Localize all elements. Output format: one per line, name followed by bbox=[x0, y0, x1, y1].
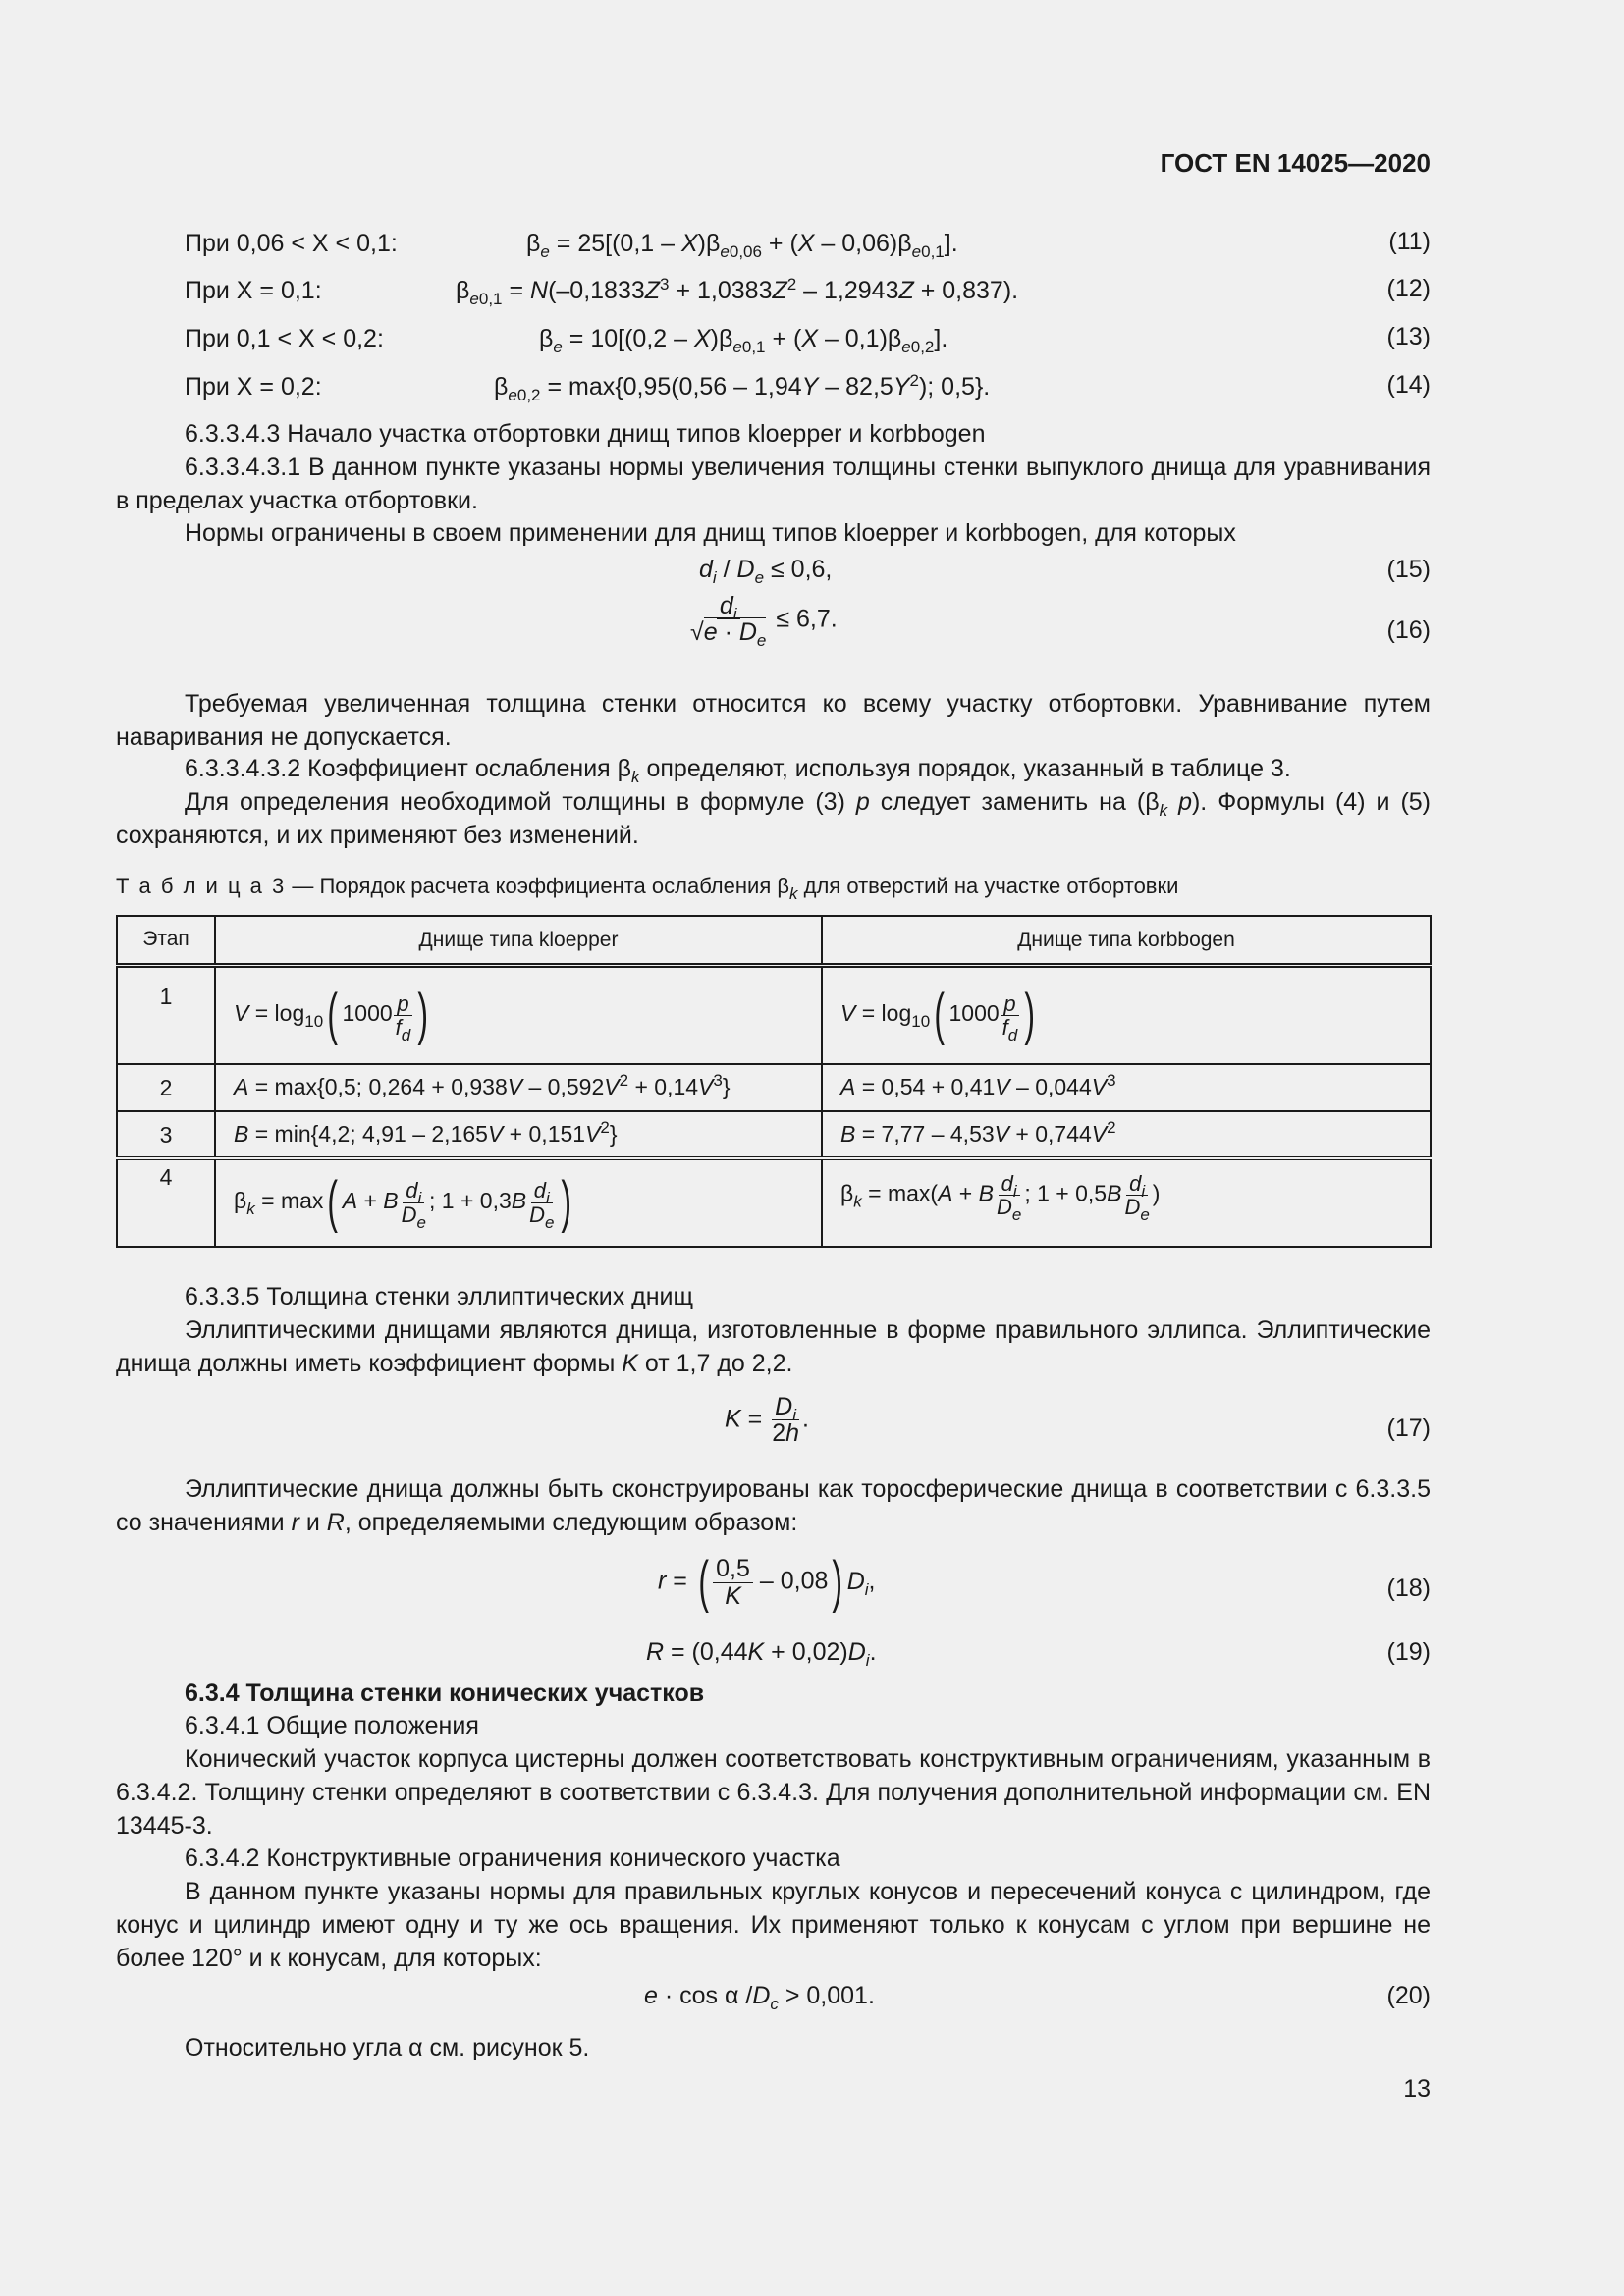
paragraph-angle: Относительно угла α см. рисунок 5. bbox=[185, 2034, 590, 2061]
step-cell: 1 bbox=[117, 966, 215, 1064]
eq20-number: (20) bbox=[1386, 1982, 1431, 2009]
eq16-number: (16) bbox=[1386, 616, 1431, 644]
heading-6335: 6.3.3.5 Толщина стенки эллиптических днищ bbox=[185, 1283, 694, 1310]
eq15-formula: $d_i / D_e \le 0,6$, bbox=[699, 556, 833, 587]
eq11-condition: При 0,06 < X < 0,1: bbox=[185, 230, 398, 257]
paragraph-formula3: Для определения необходимой толщины в формуле (3) p следует заменить на ($\beta_k$ p). Формулы (4) и (5) сохраняются, и их применяют без изменений. bbox=[116, 788, 1431, 849]
paragraph-torospheric: Эллиптические днища должны быть сконструированы как торосферические днища в соответствии с 6.3.3.5 со значениями r и R, определяемыми следующим образом: bbox=[116, 1475, 1431, 1536]
kloepper-step4: $\beta_k = \max$( A + B $\frac{d_i}{D_e}$ ; 1 + 0,3B $\frac{d_i}{D_e}$ ) bbox=[215, 1158, 822, 1247]
heading-634: 6.3.4 Толщина стенки конических участков bbox=[185, 1680, 705, 1707]
eq17-number: (17) bbox=[1386, 1415, 1431, 1442]
kloepper-step1: $V = \log_{10}$( 1000 $\frac{p}{f_d}$ ) bbox=[215, 966, 822, 1064]
paragraph-welding: Требуемая увеличенная толщина стенки относится ко всему участку отбортовки. Уравнивание путем наваривания не допускается. bbox=[116, 690, 1431, 751]
eq12-number: (12) bbox=[1386, 275, 1431, 302]
doc-code: ГОСТ EN 14025—2020 bbox=[1160, 148, 1431, 178]
eq13-number: (13) bbox=[1386, 323, 1431, 350]
table-row bbox=[117, 1064, 1431, 1111]
step-cell: 2 bbox=[117, 1064, 215, 1111]
korbbogen-step2: $A = 0,54 + 0,41V - 0,044V^3$ bbox=[822, 1064, 1431, 1111]
paragraph-limits: Нормы ограничены в своем применении для днищ типов kloepper и korbbogen, для которых bbox=[185, 519, 1236, 547]
kloepper-step2: A = max{0,5; $0,264 + 0,938V - 0,592V^2 + 0,14V^3$} bbox=[215, 1064, 822, 1111]
eq16-formula: $\frac{d_i}{√e \cdot D_e}$ ≤ 6,7. bbox=[690, 592, 838, 651]
table-row bbox=[117, 1111, 1431, 1158]
eq13-formula: $\beta_e = 10[(0,2 - X)\beta_{e0,1} + (X - 0,1)\beta_{e0,2}]$. bbox=[539, 325, 948, 356]
heading-6341: 6.3.4.1 Общие положения bbox=[185, 1712, 479, 1739]
eq12-condition: При X = 0,1: bbox=[185, 277, 322, 304]
paragraph-cones: В данном пункте указаны нормы для правильных круглых конусов и пересечений конуса с цилиндром, где конус и цилиндр имеют одну и ту же ось вращения. Их применяют только к конусам с углом при вершине не более 120° и к конусам, для которых: bbox=[116, 1878, 1431, 1972]
heading-6342: 6.3.4.2 Конструктивные ограничения конического участка bbox=[185, 1844, 840, 1872]
eq19-formula: $R = (0,44K + 0,02)D_i$. bbox=[646, 1638, 877, 1670]
paragraph-elliptic: Эллиптическими днищами являются днища, изготовленные в форме правильного эллипса. Эллиптические днища должны иметь коэффициент формы K от 1,7 до 2,2. bbox=[116, 1316, 1431, 1377]
eq19-number: (19) bbox=[1386, 1638, 1431, 1666]
korbbogen-step1: $V = \log_{10}$( 1000 $\frac{p}{f_d}$ ) bbox=[822, 966, 1431, 1064]
paragraph-63343: 6.3.3.4.3 Начало участка отбортовки днищ типов kloepper и korbbogen bbox=[185, 420, 986, 448]
kloepper-step3: B = min{4,2; $4,91 - 2,165V + 0,151V^2$} bbox=[215, 1111, 822, 1158]
eq14-formula: $\beta_{e0,2} = \max\{0,95(0,56 - 1,94Y - 82,5Y^2)$; 0,5}. bbox=[494, 371, 991, 404]
header-korbbogen: Днище типа korbbogen bbox=[822, 916, 1431, 966]
table-caption: Т а б л и ц а 3 — Порядок расчета коэффициента ослабления $\beta_k$ для отверстий на участке отбортовки bbox=[116, 874, 1179, 903]
korbbogen-step4: $\beta_k = \max(A + B$ $\frac{d_i}{D_e}$ ; 1 + 0,5B $\frac{d_i}{D_e}$ ) bbox=[822, 1158, 1431, 1247]
eq15-number: (15) bbox=[1386, 556, 1431, 583]
table-caption-prefix: Т а б л и ц а 3 bbox=[116, 874, 287, 898]
header-stage: Этап bbox=[117, 916, 215, 966]
eq18-number: (18) bbox=[1386, 1575, 1431, 1602]
eq14-number: (14) bbox=[1386, 371, 1431, 399]
paragraph-conical: Конический участок корпуса цистерны должен соответствовать конструктивным ограничениям, указанным в 6.3.4.2. Толщину стенки определяют в соответствии с 6.3.4.3. Для получения дополнительной информации см. EN 13445-3. bbox=[116, 1745, 1431, 1840]
korbbogen-step3: $B = 7,77 - 4,53V + 0,744V^2$ bbox=[822, 1111, 1431, 1158]
paragraph-633432: 6.3.3.4.3.2 Коэффициент ослабления $\beta_k$ определяют, используя порядок, указанный в таблице 3. bbox=[185, 755, 1291, 786]
table-row bbox=[117, 966, 1431, 1064]
eq20-formula: e · cos α $/D_c > 0,001$. bbox=[644, 1982, 875, 2013]
eq14-condition: При X = 0,2: bbox=[185, 373, 322, 400]
table-3 bbox=[116, 915, 1432, 1248]
eq12-formula: $\beta_{e0,1} = N(-0,1833Z^3 + 1,0383Z^2 - 1,2943Z + 0,837)$. bbox=[456, 275, 1019, 308]
table-header-row bbox=[117, 916, 1431, 966]
step-cell: 4 bbox=[117, 1158, 215, 1247]
step-cell: 3 bbox=[117, 1111, 215, 1158]
eq11-number: (11) bbox=[1388, 228, 1431, 255]
paragraph-633431: 6.3.3.4.3.1 В данном пункте указаны нормы увеличения толщины стенки выпуклого днища для уравнивания в пределах участка отбортовки. bbox=[116, 454, 1431, 514]
table-row bbox=[117, 1158, 1431, 1247]
page-number: 13 bbox=[1403, 2075, 1431, 2103]
eq11-formula: $\beta_e = 25[(0,1 - X)\beta_{e0,06} + (X - 0,06)\beta_{e0,1}]$. bbox=[526, 230, 958, 261]
eq13-condition: При 0,1 < X < 0,2: bbox=[185, 325, 384, 352]
eq18-formula: r = ( $\frac{0,5}{K}$ – 0,08) $D_i$, bbox=[658, 1550, 876, 1614]
eq17-formula: K = $\frac{D_i}{2h}$ . bbox=[725, 1393, 809, 1448]
header-kloepper: Днище типа kloepper bbox=[215, 916, 822, 966]
